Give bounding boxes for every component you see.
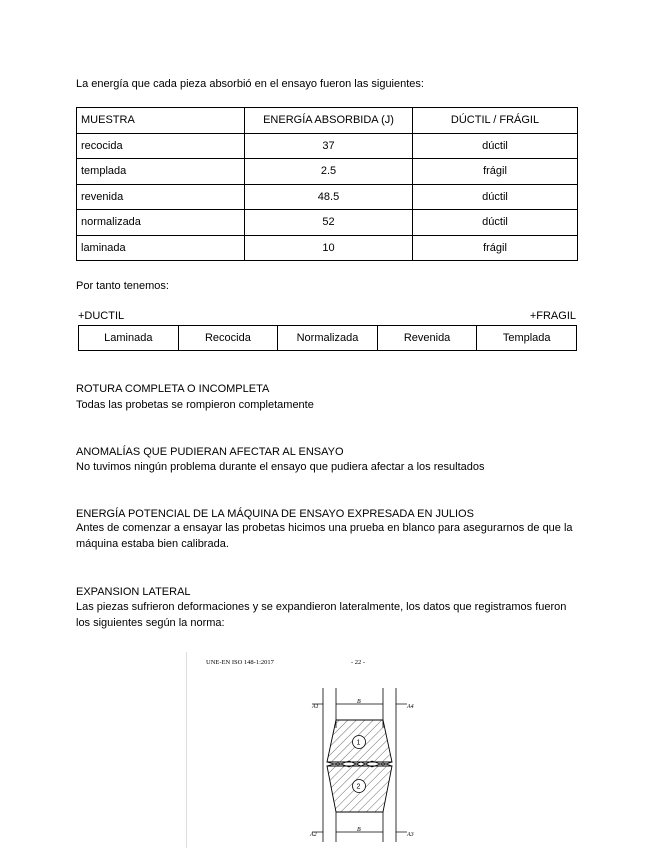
energy-table xyxy=(76,107,578,261)
cell-muestra: revenida xyxy=(77,184,245,210)
label-b-bottom: B xyxy=(357,827,361,833)
cell-energia: 48.5 xyxy=(245,184,413,210)
lateral-expansion-figure xyxy=(186,644,446,848)
cell-ductil-fragil: frágil xyxy=(413,159,578,185)
cell-energia: 10 xyxy=(245,235,413,261)
cell-ductil-fragil: dúctil xyxy=(413,210,578,236)
col-header-ductil-fragil: DÚCTIL / FRÁGIL xyxy=(413,108,578,134)
cell-ductil-fragil: frágil xyxy=(413,235,578,261)
label-2: 2 xyxy=(356,783,361,791)
col-header-energia: ENERGÍA ABSORBIDA (J) xyxy=(245,108,413,134)
cell-muestra: recocida xyxy=(77,133,245,159)
label-a1: A1 xyxy=(312,704,319,710)
scale-left-label: +DUCTIL xyxy=(78,310,125,322)
label-b-top: B xyxy=(357,699,361,705)
section-heading: EXPANSION LATERAL xyxy=(76,586,191,598)
section-body: No tuvimos ningún problema durante el ensayo que pudiera afectar a los resultados xyxy=(76,461,485,473)
figure-header-left: UNE-EN ISO 148-1:2017 xyxy=(206,659,274,666)
cell-energia: 37 xyxy=(245,133,413,159)
cell-muestra: laminada xyxy=(77,235,245,261)
label-a3: A3 xyxy=(407,832,414,838)
label-a2: A2 xyxy=(310,832,317,838)
por-tanto-text: Por tanto tenemos: xyxy=(76,280,169,292)
scale-item: Laminada xyxy=(79,326,179,351)
section-body: Antes de comenzar a ensayar las probetas hicimos una prueba en blanco para asegurarnos de que la máquina estaba bien calibrada. xyxy=(76,522,573,550)
col-header-muestra: MUESTRA xyxy=(77,108,245,134)
figure-header-right: - 22 - xyxy=(351,659,366,666)
scale-row xyxy=(79,326,577,351)
table-row xyxy=(77,159,578,185)
cell-muestra: normalizada xyxy=(77,210,245,236)
cell-muestra: templada xyxy=(77,159,245,185)
scale-item: Normalizada xyxy=(278,326,378,351)
label-1: 1 xyxy=(356,739,361,747)
scale-right-label: +FRAGIL xyxy=(529,310,576,322)
scale-item: Templada xyxy=(477,326,577,351)
section-body: Las piezas sufrieron deformaciones y se expandieron lateralmente, los datos que registramos fueron los siguientes según la norma: xyxy=(76,601,567,629)
section-heading: ROTURA COMPLETA O INCOMPLETA xyxy=(76,383,270,395)
section-body: Todas las probetas se rompieron completamente xyxy=(76,399,314,411)
table-row xyxy=(77,133,578,159)
cell-ductil-fragil: dúctil xyxy=(413,184,578,210)
scale-item: Recocida xyxy=(178,326,278,351)
label-a4: A4 xyxy=(407,704,414,710)
table-row xyxy=(77,235,578,261)
section-heading: ENERGÍA POTENCIAL DE LA MÁQUINA DE ENSAYO EXPRESADA EN JULIOS xyxy=(76,508,474,520)
section-heading: ANOMALÍAS QUE PUDIERAN AFECTAR AL ENSAYO xyxy=(76,446,344,458)
cell-ductil-fragil: dúctil xyxy=(413,133,578,159)
ductility-scale xyxy=(78,325,577,351)
table-header-row xyxy=(77,108,578,134)
specimen-diagram xyxy=(186,644,446,848)
cell-energia: 2.5 xyxy=(245,159,413,185)
intro-text: La energía que cada pieza absorbió en el ensayo fueron las siguientes: xyxy=(76,78,424,90)
cell-energia: 52 xyxy=(245,210,413,236)
table-row xyxy=(77,184,578,210)
table-row xyxy=(77,210,578,236)
scale-item: Revenida xyxy=(377,326,477,351)
